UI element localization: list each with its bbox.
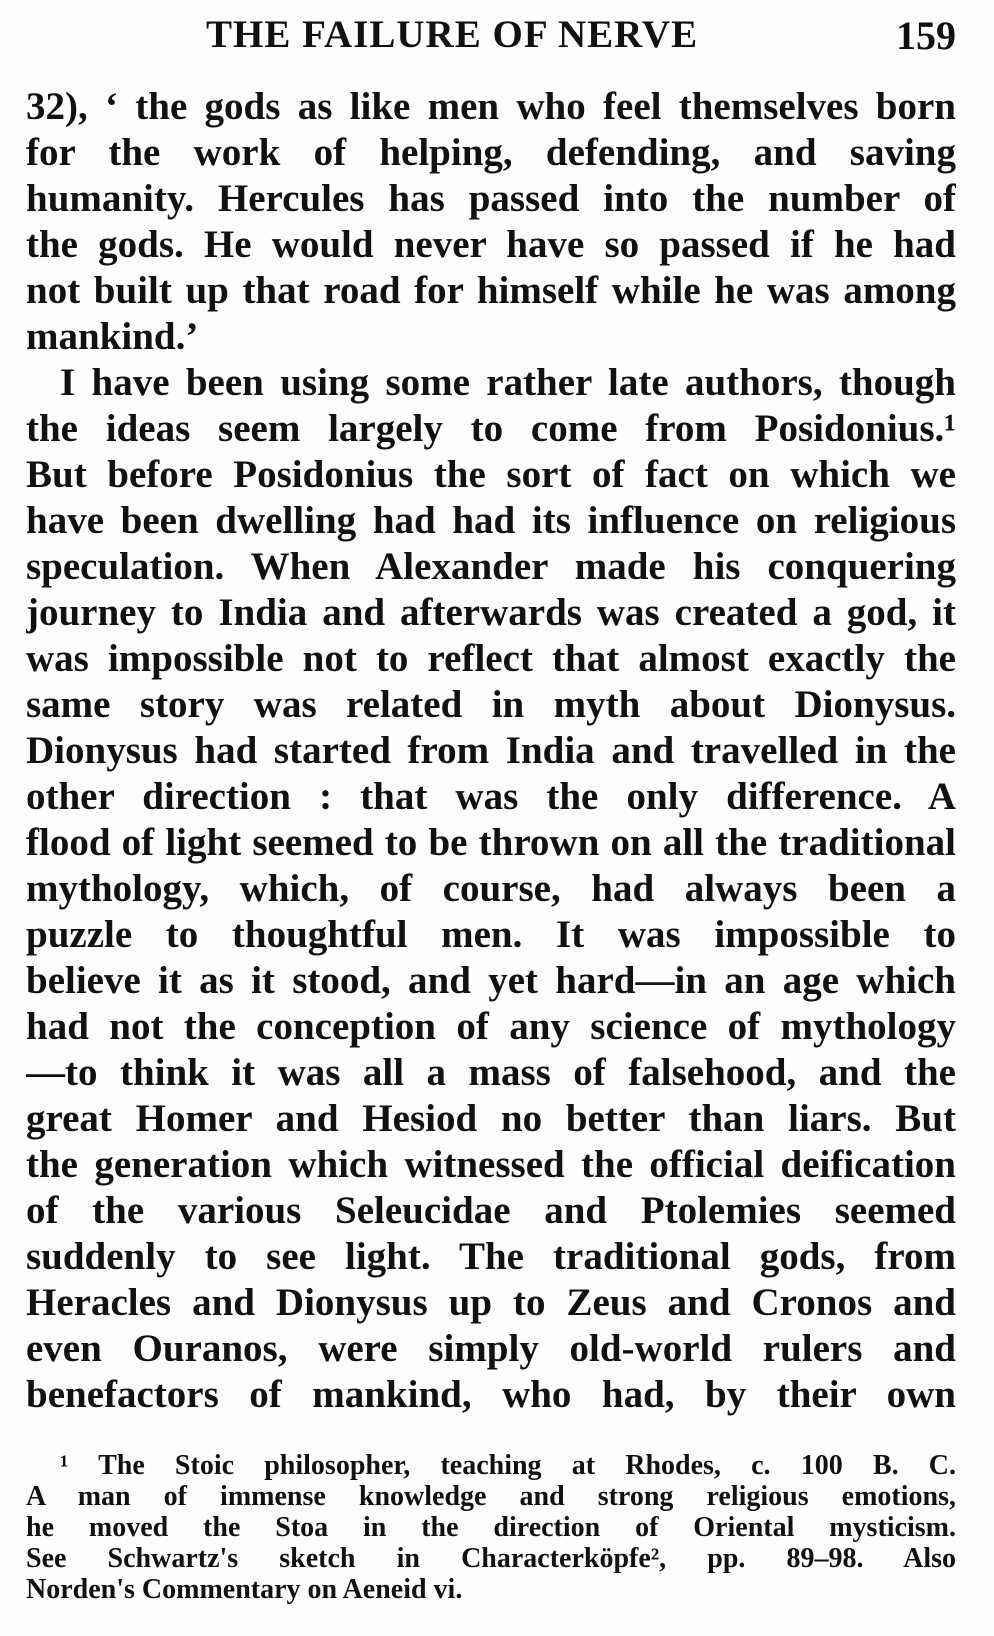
text-line: mankind.’ bbox=[26, 315, 199, 358]
page-number: 159 bbox=[896, 13, 956, 58]
text-line: had not the conception of any science of mythology bbox=[26, 1005, 956, 1048]
text-line: Dionysus had started from India and travelled in the bbox=[26, 729, 956, 772]
text-line: —to think it was all a mass of falsehood, and the bbox=[26, 1051, 956, 1094]
text-line: benefactors of mankind, who had, by their own bbox=[26, 1373, 956, 1416]
text-line: journey to India and afterwards was created a god, it bbox=[26, 591, 956, 634]
text-line: mythology, which, of course, had always been a bbox=[26, 867, 956, 910]
text-line: But before Posidonius the sort of fact on which we bbox=[26, 453, 956, 496]
text-line: puzzle to thoughtful men. It was impossible to bbox=[26, 913, 956, 956]
text-line: Heracles and Dionysus up to Zeus and Cronos and bbox=[26, 1281, 956, 1324]
footnotes bbox=[26, 1450, 956, 1605]
footnote-line: See Schwartz's sketch in Characterköpfe², pp. 89–98. Also bbox=[26, 1543, 956, 1574]
text-line: not built up that road for himself while he was among bbox=[26, 269, 956, 312]
text-line: great Homer and Hesiod no better than liars. But bbox=[26, 1097, 956, 1140]
text-line: was impossible not to reflect that almost exactly the bbox=[26, 637, 956, 680]
text-line: for the work of helping, defending, and saving bbox=[26, 131, 956, 174]
text-line: suddenly to see light. The traditional gods, from bbox=[26, 1235, 956, 1278]
text-line: speculation. When Alexander made his conquering bbox=[26, 545, 956, 588]
text-line: flood of light seemed to be thrown on all the traditional bbox=[26, 821, 956, 864]
text-line: the ideas seem largely to come from Posidonius.¹ bbox=[26, 407, 956, 450]
text-line: humanity. Hercules has passed into the number of bbox=[26, 177, 956, 220]
text-line: the generation which witnessed the official deification bbox=[26, 1143, 956, 1186]
body-text bbox=[26, 84, 956, 1418]
text-line: 32), ‘ the gods as like men who feel themselves born bbox=[26, 85, 956, 128]
text-line: believe it as it stood, and yet hard—in an age which bbox=[26, 959, 956, 1002]
text-line: the gods. He would never have so passed if he had bbox=[26, 223, 956, 266]
running-title: THE FAILURE OF NERVE bbox=[206, 13, 699, 56]
text-line: other direction : that was the only difference. A bbox=[26, 775, 956, 818]
footnote-line: A man of immense knowledge and strong religious emotions, bbox=[26, 1481, 956, 1512]
text-line: even Ouranos, were simply old-world rulers and bbox=[26, 1327, 956, 1370]
text-line: of the various Seleucidae and Ptolemies seemed bbox=[26, 1189, 956, 1232]
footnote-line: he moved the Stoa in the direction of Oriental mysticism. bbox=[26, 1512, 956, 1543]
footnote-line: Norden's Commentary on Aeneid vi. bbox=[26, 1574, 463, 1605]
footnote-line: ¹ The Stoic philosopher, teaching at Rhodes, c. 100 B. C. bbox=[60, 1450, 956, 1481]
text-line: I have been using some rather late authors, though bbox=[60, 361, 956, 404]
page-header bbox=[26, 4, 956, 74]
text-line: same story was related in myth about Dionysus. bbox=[26, 683, 956, 726]
text-line: have been dwelling had had its influence on religious bbox=[26, 499, 956, 542]
